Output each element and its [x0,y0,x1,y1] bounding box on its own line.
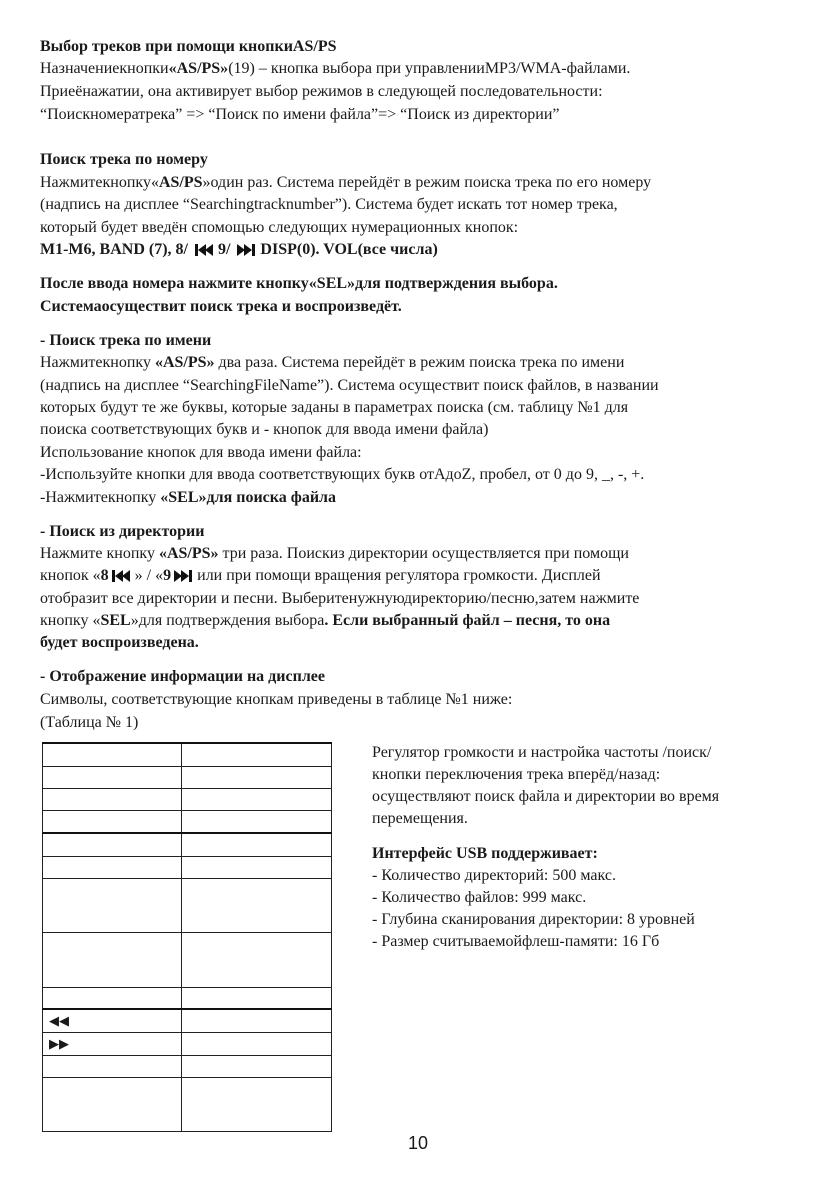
text-line [40,105,560,125]
symbol-table [42,742,332,1132]
table-cell [43,878,182,932]
table-row [43,810,332,833]
text-line [40,376,659,396]
text: отобразит все директории и песни. Выберитенужнуюдиректорию/песню,затем нажмите [40,590,640,607]
text: Приеёнажатии, она активирует выбор режимов в следующей последовательности: [40,83,603,100]
text: два раза. Система перейдёт в режим поиска трека по имени [214,354,625,371]
bold-text: Поиск трека по номеру [40,151,208,168]
previous-track-icon [195,242,215,262]
side-text-line [372,787,719,807]
text: (надпись на дисплее “SearchingFileName”). Система осуществит поиск файлов, в названии [40,377,659,394]
text-line [40,331,211,351]
text-line [40,398,628,418]
text: кнопки переключения трека вперёд/назад: [372,766,661,783]
bold-text: 9 [163,567,172,584]
bold-text: будет воспроизведена. [40,634,199,651]
text: -Нажмитекнопку [40,489,161,506]
table-cell [182,1055,332,1077]
text: - Глубина сканирования директории: 8 уровней [372,911,695,928]
table-cell [182,987,332,1009]
table-cell [43,810,182,833]
table-row [43,1032,332,1055]
table-row [43,856,332,878]
side-text-line [372,866,616,886]
text-line [40,566,601,588]
text: (Таблица № 1) [40,714,139,731]
bold-text: «SEL»для поиска файла [160,489,337,506]
bold-text: - Поиск трека по имени [40,332,212,349]
table-row [43,1009,332,1032]
text: »один раз. Система перейдёт в режим поиска трека по его номеру [202,174,652,191]
text: Нажмитекнопку« [40,174,159,191]
table-cell [43,833,182,856]
side-text-line [372,809,468,829]
fast-forward-icon: ▶▶ [43,1032,182,1055]
table-cell [43,766,182,788]
text: кнопку « [40,612,101,629]
text-line [40,274,558,294]
text-line [40,713,138,733]
text-line [40,297,402,317]
text-line [40,522,204,542]
text: Нажмите кнопку [40,545,159,562]
text-line [40,667,325,687]
table-cell [182,743,332,766]
side-text-line [372,743,711,763]
table-cell [182,878,332,932]
table-cell [182,1009,332,1032]
text: который будет введён спомощью следующих нумерационных кнопок: [40,219,519,236]
text: поиска соответствующих букв и - кнопок для ввода имени файла) [40,421,489,438]
bold-text: Выбор треков при помощи кнопкиAS/PS [40,38,337,55]
table-cell [43,932,182,987]
bold-text: M1-M6, BAND (7), 8/ [40,241,192,258]
bold-text: Системаосуществит поиск трека и воспроизведёт. [40,298,402,315]
table-row [43,788,332,810]
text-line [40,544,629,564]
text: Регулятор громкости и настройка частоты /поиск/ [372,744,712,761]
text-line [40,353,624,373]
table-cell [182,810,332,833]
previous-track-icon [112,568,132,588]
bold-text: 9/ [217,241,235,258]
text-line [40,420,488,440]
table-cell [43,856,182,878]
bold-text: - Отображение информации на дисплее [40,668,325,685]
text-line [40,240,438,262]
next-track-icon [174,568,194,588]
bold-text: «AS/PS» [168,60,229,77]
table-cell [182,856,332,878]
table-cell [43,987,182,1009]
table-row [43,1055,332,1077]
text: - Количество директорий: 500 макс. [372,867,616,884]
text-line [40,611,610,631]
text-line [40,443,362,463]
text-line [40,150,208,170]
text: » / « [134,567,164,584]
text: которых будут те же буквы, которые заданы в параметрах поиска (см. таблицу №1 для [40,399,629,416]
table-row [43,766,332,788]
text-line [40,37,336,57]
bold-text: 8 [100,567,109,584]
text-line [40,173,651,193]
table-row [43,833,332,856]
text: (19) – кнопка выбора при управленииMP3/WMA-файлами. [228,60,631,77]
bold-text: - Поиск из директории [40,523,205,540]
table-cell [43,1077,182,1131]
text: - Количество файлов: 999 макс. [372,889,587,906]
bold-text: . Если выбранный файл – песня, то она [324,612,611,629]
text-line [40,465,644,485]
bold-text: SEL [100,612,131,629]
table-cell [182,932,332,987]
text: перемещения. [372,810,468,827]
table-row [43,878,332,932]
text: Использование кнопок для ввода имени файла: [40,444,362,461]
text-line [40,82,603,102]
table-cell [182,788,332,810]
table-row [43,987,332,1009]
text-line [40,589,639,609]
text: “Поискномератрека” => “Поиск по имени файла”=> “Поиск из директории” [40,106,560,123]
text: Назначениекнопки [40,60,169,77]
bold-text: DISP(0). VOL(все числа) [260,241,438,258]
side-text-line [372,844,598,864]
text: осуществляют поиск файла и директории во время [372,788,720,805]
rewind-icon: ◀◀ [43,1009,182,1032]
side-text-line [372,932,659,952]
text-line [40,690,512,710]
text: Нажмитекнопку [40,354,155,371]
table-cell [182,766,332,788]
text: -Используйте кнопки для ввода соответствующих букв отAдоZ, пробел, от 0 до 9, _, -, +. [40,466,645,483]
text-line [40,633,199,653]
text: три раза. Поискиз директории осуществляется при помощи [218,545,629,562]
bold-text: AS/PS [158,174,203,191]
side-text-line [372,910,695,930]
bold-text: Интерфейс USB поддерживает: [372,845,598,862]
table-cell [182,1032,332,1055]
text: »для подтверждения выбора [130,612,325,629]
text: Символы, соответствующие кнопкам приведены в таблице №1 ниже: [40,691,513,708]
table-row [43,1077,332,1131]
table-cell [43,743,182,766]
table-row [43,932,332,987]
table-row [43,743,332,766]
side-text-line [372,765,660,785]
table-cell [43,788,182,810]
bold-text: «AS/PS» [158,545,219,562]
text: или при помощи вращения регулятора громкости. Дисплей [197,567,601,584]
text: (надпись на дисплее “Searchingtracknumber”). Система будет искать тот номер трека, [40,196,618,213]
bold-text: «AS/PS» [154,354,215,371]
text: кнопок « [40,567,101,584]
text-line [40,218,518,238]
table-cell [43,1055,182,1077]
text-line [40,195,618,215]
text-line [40,488,336,508]
table-cell [182,833,332,856]
text-line [40,59,630,79]
table-cell [182,1077,332,1131]
bold-text: После ввода номера нажмите кнопку«SEL»для подтверждения выбора. [40,275,558,292]
page-number: 10 [408,1133,429,1153]
next-track-icon [237,242,257,262]
side-text-line [372,888,586,908]
text: - Размер считываемойфлеш-памяти: 16 Гб [372,933,660,950]
